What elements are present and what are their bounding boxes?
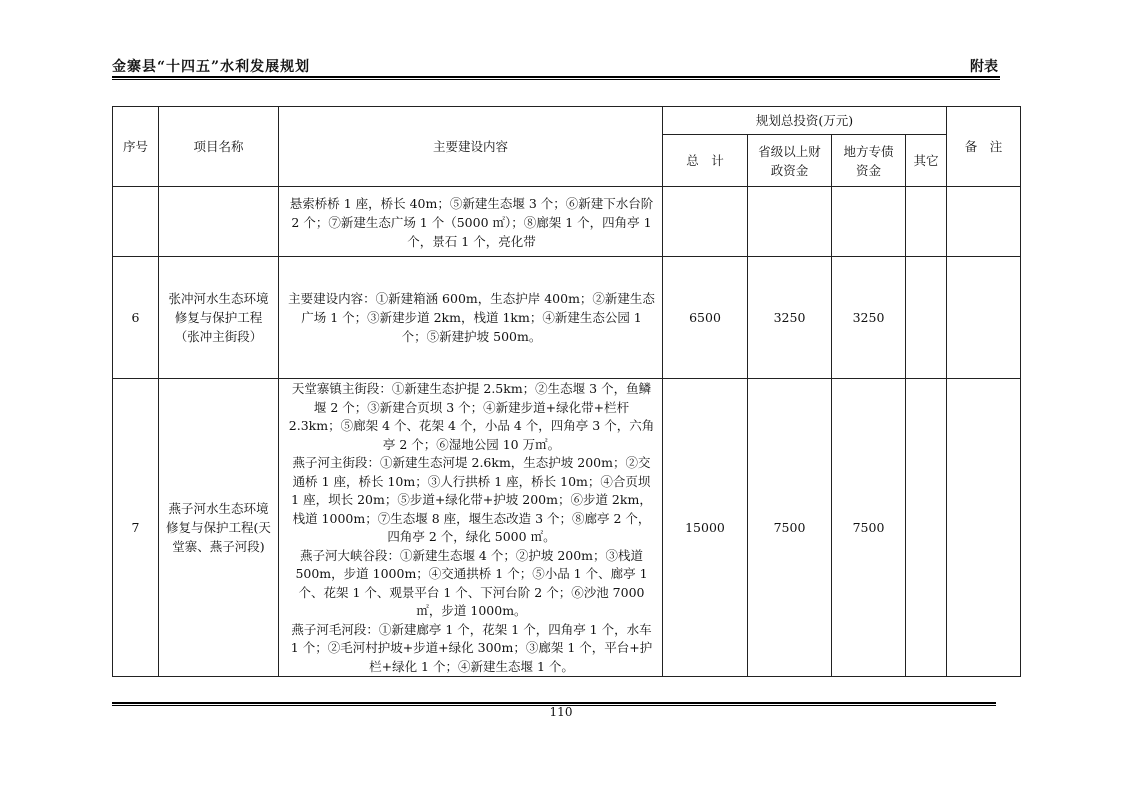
row-remark — [947, 187, 1021, 257]
row-no — [113, 187, 159, 257]
row-province: 7500 — [748, 379, 832, 677]
header-rule-thin — [112, 79, 1000, 80]
header-rule — [112, 76, 1000, 78]
header-local-bond-funds: 地方专债资金 — [832, 135, 906, 187]
table-row — [113, 257, 1021, 379]
row-no: 6 — [113, 257, 159, 379]
row-other — [906, 187, 947, 257]
row-name: 张冲河水生态环境修复与保护工程（张冲主街段） — [159, 257, 279, 379]
header-remark: 备 注 — [947, 107, 1021, 187]
running-header-section: 附表 — [970, 59, 998, 75]
header-other: 其它 — [906, 135, 947, 187]
header-province-funds: 省级以上财政资金 — [748, 135, 832, 187]
row-content: 天堂寨镇主街段：①新建生态护提 2.5km；②生态堰 3 个，鱼鳞堰 2 个；③新建合页坝 3 个；④新建步道+绿化带+栏杆 2.3km；⑤廊架 4 个、花架 4 个，小品 4 个，四角亭 3 个，六角亭 2 个；⑥湿地公园 10 万㎡。 燕子河主街段：①新建生态河堤 2.6km，生态护坡 200m；②交通桥 1 座，桥长 10m；③人行拱桥 1 座，桥长 10m；④合页坝 1 座，坝长 20m；⑤步道+绿化带+护坡 200m；⑥步道 2km，栈道 1000m；⑦生态堰 8 座，堰生态改造 3 个；⑧廊亭 2 个，四角亭 2 个，绿化 5000 ㎡。 燕子河大峡谷段：①新建生态堰 4 个；②护坡 200m；③栈道 500m，步道 1000m；④交通拱桥 1 个；⑤小品 1 个、廊亭 1 个、花架 1 个、观景平台 1 个、下河台阶 2 个；⑥沙池 7000 ㎡，步道 1000m。 燕子河毛河段：①新建廊亭 1 个，花架 1 个，四角亭 1 个，水车 1 个；②毛河村护坡+步道+绿化 300m；③廊架 1 个，平台+护栏+绿化 1 个；④新建生态堰 1 个。 — [279, 379, 663, 677]
row-local: 7500 — [832, 379, 906, 677]
row-local: 3250 — [832, 257, 906, 379]
header-name: 项目名称 — [159, 107, 279, 187]
header-total: 总 计 — [663, 135, 748, 187]
header-no: 序号 — [113, 107, 159, 187]
row-remark — [947, 379, 1021, 677]
row-remark — [947, 257, 1021, 379]
header-investment-group: 规划总投资(万元) — [663, 107, 947, 135]
running-header-title: 金寨县“十四五”水利发展规划 — [112, 59, 311, 75]
row-other — [906, 257, 947, 379]
table-row — [113, 379, 1021, 677]
investment-table — [112, 106, 1021, 677]
row-content: 悬索桥桥 1 座，桥长 40m；⑤新建生态堰 3 个；⑥新建下水台阶 2 个；⑦新建生态广场 1 个（5000 ㎡）；⑧廊架 1 个，四角亭 1 个，景石 1 个，亮化带 — [279, 187, 663, 257]
row-province: 3250 — [748, 257, 832, 379]
row-name: 燕子河水生态环境修复与保护工程(天堂寨、燕子河段) — [159, 379, 279, 677]
page-number: 110 — [549, 705, 573, 719]
row-content: 主要建设内容：①新建箱涵 600m，生态护岸 400m；②新建生态广场 1 个；③新建步道 2km，栈道 1km；④新建生态公园 1 个；⑤新建护坡 500m。 — [279, 257, 663, 379]
header-content: 主要建设内容 — [279, 107, 663, 187]
row-total: 15000 — [663, 379, 748, 677]
footer-rule — [112, 702, 996, 704]
row-local — [832, 187, 906, 257]
row-name — [159, 187, 279, 257]
row-total: 6500 — [663, 257, 748, 379]
row-province — [748, 187, 832, 257]
row-total — [663, 187, 748, 257]
table-row — [113, 187, 1021, 257]
row-no: 7 — [113, 379, 159, 677]
row-other — [906, 379, 947, 677]
